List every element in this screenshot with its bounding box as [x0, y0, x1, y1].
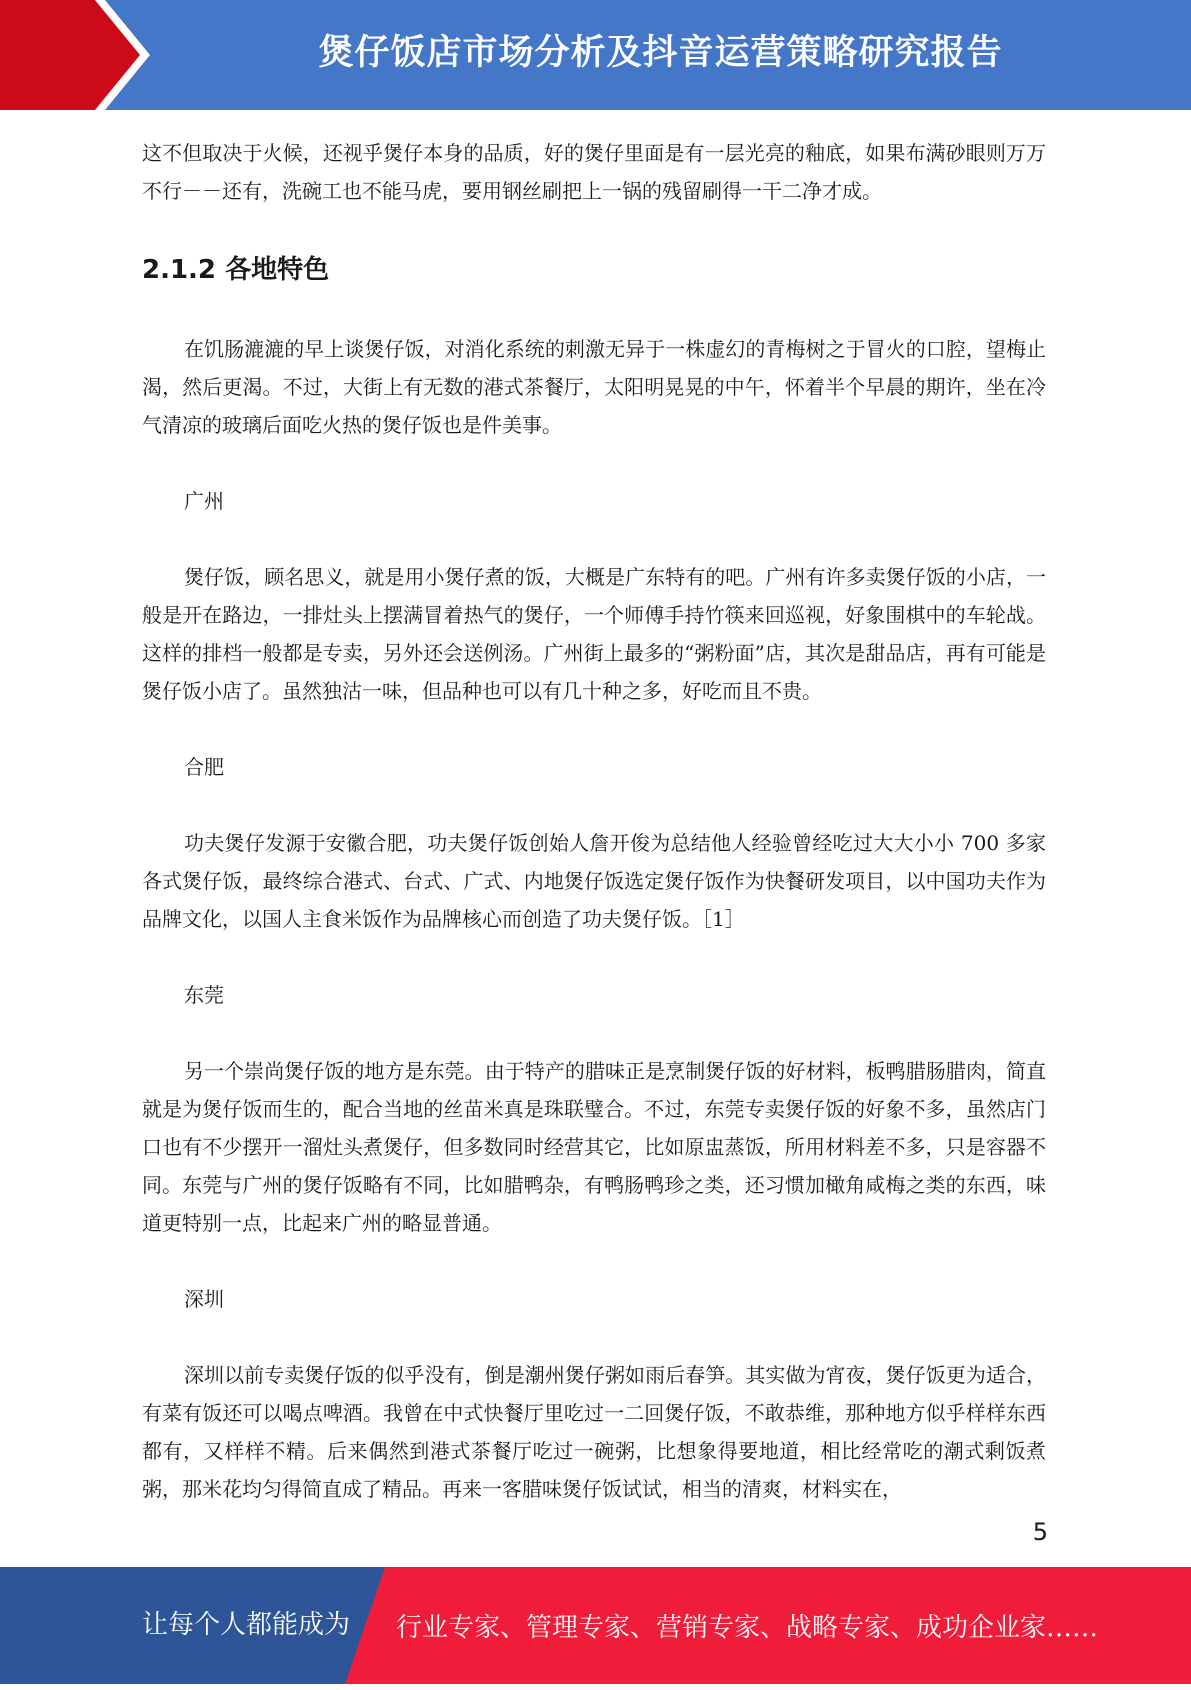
intro-paragraph: 这不但取决于火候，还视乎煲仔本身的品质，好的煲仔里面是有一层光亮的釉底，如果布满砂眼则万万不行－－还有，洗碗工也不能马虎，要用钢丝刷把上一锅的残留刷得一干二净才成。 — [142, 141, 1046, 203]
document-body — [142, 134, 1046, 1508]
footer-slogan-right: 行业专家、管理专家、营销专家、战略专家、成功企业家…… — [396, 1613, 1099, 1643]
region-paragraph-shenzhen: 深圳以前专卖煲仔饭的似乎没有，倒是潮州煲仔粥如雨后春笋。其实做为宵夜，煲仔饭更为适合，有菜有饭还可以喝点啤酒。我曾在中式快餐厅里吃过一二回煲仔饭，不敢恭维，那种地方似乎样样东西都有，又样样不精。后来偶然到港式茶餐厅吃过一碗粥，比想象得要地道，相比经常吃的潮式剩饭煮粥，那米花均匀得简直成了精品。再来一客腊味煲仔饭试试，相当的清爽，材料实在， — [142, 1363, 1046, 1501]
section-intro-paragraph: 在饥肠漉漉的早上谈煲仔饭，对消化系统的刺激无异于一株虚幻的青梅树之于冒火的口腔，望梅止渴，然后更渴。不过，大街上有无数的港式茶餐厅，太阳明晃晃的中午，怀着半个早晨的期许，坐在冷气清凉的玻璃后面吃火热的煲仔饭也是件美事。 — [142, 337, 1046, 437]
region-paragraph-hefei: 功夫煲仔发源于安徽合肥，功夫煲仔饭创始人詹开俊为总结他人经验曾经吃过大大小小 700 多家各式煲仔饭，最终综合港式、台式、广式、内地煲仔饭选定煲仔饭作为快餐研发项目，以中国功夫作为品牌文化，以国人主食米饭作为品牌核心而创造了功夫煲仔饭。［1］ — [142, 831, 1046, 931]
region-label-guangzhou: 广州 — [184, 489, 224, 513]
page-number: 5 — [1032, 1518, 1048, 1546]
section-heading: 2.1.2 各地特色 — [142, 255, 330, 285]
region-label-shenzhen: 深圳 — [184, 1287, 224, 1311]
region-paragraph-dongguan: 另一个崇尚煲仔饭的地方是东莞。由于特产的腊味正是烹制煲仔饭的好材料，板鸭腊肠腊肉，简直就是为煲仔饭而生的，配合当地的丝苗米真是珠联璧合。不过，东莞专卖煲仔饭的好象不多，虽然店门口也有不少摆开一溜灶头煮煲仔，但多数同时经营其它，比如原盅蒸饭，所用材料差不多，只是容器不同。东莞与广州的煲仔饭略有不同，比如腊鸭杂，有鸭肠鸭珍之类，还习惯加橄角咸梅之类的东西，味道更特别一点，比起来广州的略显普通。 — [142, 1059, 1046, 1235]
header-band — [0, 0, 1191, 110]
region-paragraph-guangzhou: 煲仔饭，顾名思义，就是用小煲仔煮的饭，大概是广东特有的吧。广州有许多卖煲仔饭的小店，一般是开在路边，一排灶头上摆满冒着热气的煲仔，一个师傅手持竹筷来回巡视，好象围棋中的车轮战。这样的排档一般都是专卖，另外还会送例汤。广州街上最多的“粥粉面”店，其次是甜品店，再有可能是煲仔饭小店了。虽然独沽一味，但品种也可以有几十种之多，好吃而且不贵。 — [142, 565, 1046, 703]
region-label-dongguan: 东莞 — [184, 983, 224, 1007]
report-title: 煲仔饭店市场分析及抖音运营策略研究报告 — [318, 33, 1003, 73]
header-arrow-icon — [0, 0, 160, 110]
region-label-hefei: 合肥 — [184, 755, 224, 779]
footer-band — [0, 1567, 1191, 1684]
footer-slogan-left: 让每个人都能成为 — [142, 1610, 351, 1640]
